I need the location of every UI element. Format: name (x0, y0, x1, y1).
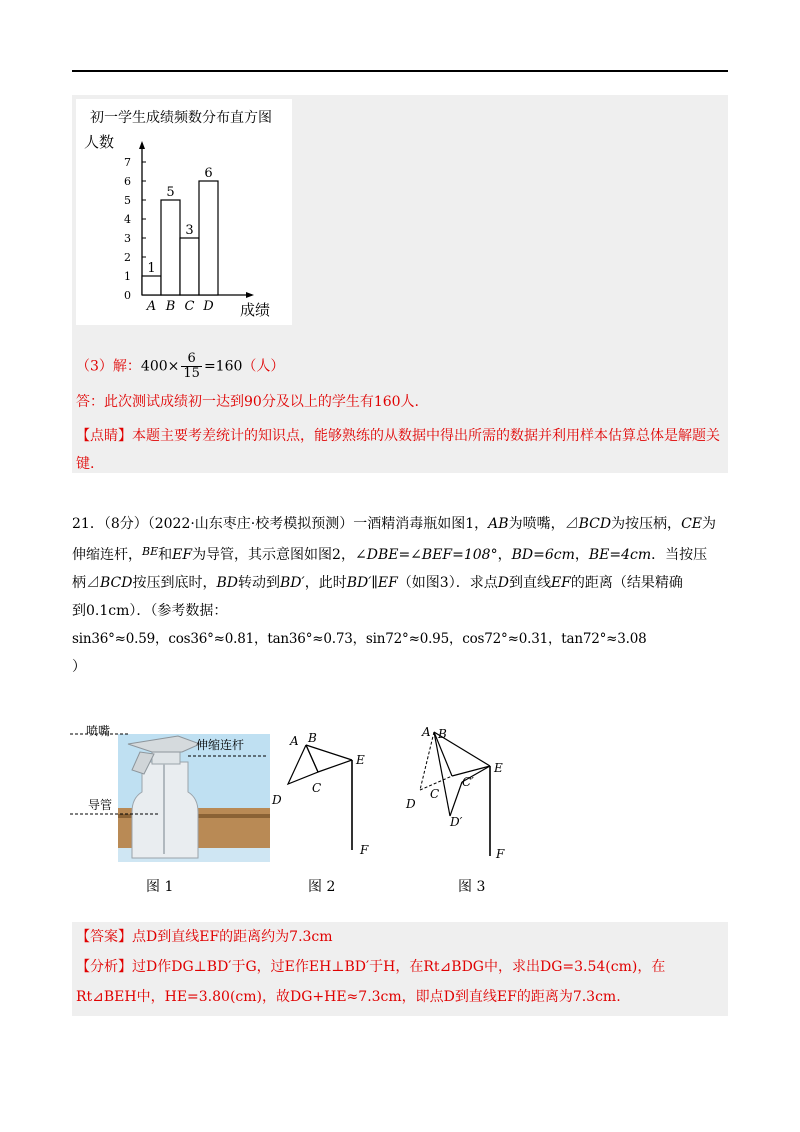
y-tick-label: 4 (124, 213, 131, 226)
reference-data: sin36°≈0.59，cos36°≈0.81，tan36°≈0.73，sin72°≈0.95，cos72°≈0.31，tan72°≈3.08 (72, 631, 647, 647)
fig2-A: A (290, 734, 299, 748)
label-rod: 伸缩连杆 (196, 738, 245, 752)
question-close: ） (72, 659, 86, 675)
histogram-bar (161, 200, 180, 295)
answer-line: 【答案】点D到直线EF的距离约为7.3cm (76, 929, 333, 945)
spray-bottle-illustration (70, 722, 290, 862)
histogram-bar (199, 181, 218, 295)
category-label: D (203, 299, 214, 314)
analysis-line-1: 【分析】过D作DG⊥BD′于G，过E作EH⊥BD′于H，在Rt⊿BDG中，求出DG=3.54(cm)，在 (76, 959, 666, 975)
question-line-1: 21．（8分）（2022·山东枣庄·校考模拟预测）一酒精消毒瓶如图1，AB为喷嘴，⊿BCD为按压柄，CE为 (72, 516, 716, 532)
figure-2 (268, 730, 378, 860)
fig2-C: C (312, 781, 322, 795)
x-axis-arrow (246, 292, 254, 298)
fig3-D: D (406, 797, 416, 811)
fig2-B: B (308, 731, 317, 745)
histogram-title: 初一学生成绩频数分布直方图 (90, 110, 272, 126)
fig3-F: F (496, 847, 505, 861)
solution-step-3: （3）解：400× $\frac{6}{15}$ =160（人） (76, 351, 285, 381)
fig3-A: A (422, 725, 431, 739)
histogram-figure (76, 99, 292, 325)
y-tick-label: 1 (124, 270, 131, 283)
fig2-E: E (356, 753, 365, 767)
category-label: C (184, 299, 195, 314)
comment-line-2: 键. (76, 456, 95, 472)
header-rule (72, 70, 728, 72)
y-tick-label: 3 (124, 232, 131, 245)
y-axis-arrow (139, 141, 145, 149)
question-21 (72, 510, 728, 681)
label-tube: 导管 (88, 798, 113, 812)
bar-data-label: 5 (166, 185, 175, 200)
category-label: B (165, 299, 176, 314)
figure-2-caption: 图 2 (308, 879, 336, 895)
comment-line-1: 【点睛】本题主要考差统计的知识点，能够熟练的从数据中得出所需的数据并利用样本估算总体是解题关 (76, 428, 720, 444)
question-line-3: 柄⊿BCD按压到底时，BD转动到BD′，此时BD′∥EF（如图3）．求点D到直线EF的距离（结果精确 (72, 575, 683, 591)
category-label: A (146, 299, 157, 314)
figure-1 (70, 722, 290, 862)
histogram-bar (180, 238, 199, 295)
y-tick-label: 5 (124, 194, 131, 207)
figure-3-caption: 图 3 (458, 879, 486, 895)
histogram-bars (142, 166, 218, 314)
answer-sentence: 答：此次测试成绩初一达到90分及以上的学生有160人. (76, 394, 419, 410)
bar-data-label: 1 (147, 261, 156, 276)
histogram-x-label: 成绩 (240, 301, 271, 319)
fig3-Cp: C′ (462, 775, 474, 789)
analysis-line-2: Rt⊿BEH中，HE=3.80(cm)，故DG+HE≈7.3cm，即点D到直线EF的距离为7.3cm. (76, 989, 621, 1005)
fig2-F: F (360, 843, 369, 857)
label-nozzle: 喷嘴 (86, 724, 111, 738)
y-tick-label: 2 (124, 251, 131, 264)
fig3-C: C (430, 787, 440, 801)
bar-data-label: 6 (204, 166, 213, 181)
figure-1-caption: 图 1 (146, 879, 174, 895)
bar-data-label: 3 (185, 223, 194, 238)
question-line-2: 伸缩连杆，$^{BE}$和EF为导管，其示意图如图2，∠DBE=∠BEF=108°，BD=6cm，BE=4cm．当按压 (72, 545, 708, 563)
fig3-B: B (438, 727, 447, 741)
fig3-E: E (494, 761, 503, 775)
fig2-D: D (272, 793, 282, 807)
y-tick-label: 6 (124, 175, 131, 188)
fig3-Dp: D′ (450, 815, 463, 829)
histogram-svg (76, 99, 292, 325)
question-line-4: 到0.1cm）．（参考数据： (72, 603, 228, 619)
y-tick-label: 0 (124, 289, 131, 302)
y-tick-label: 7 (124, 156, 131, 169)
histogram-y-label: 人数 (84, 133, 115, 151)
figure-3 (400, 722, 516, 862)
fraction: $\frac{6}{15}$ (183, 351, 200, 381)
histogram-bar (142, 276, 161, 295)
